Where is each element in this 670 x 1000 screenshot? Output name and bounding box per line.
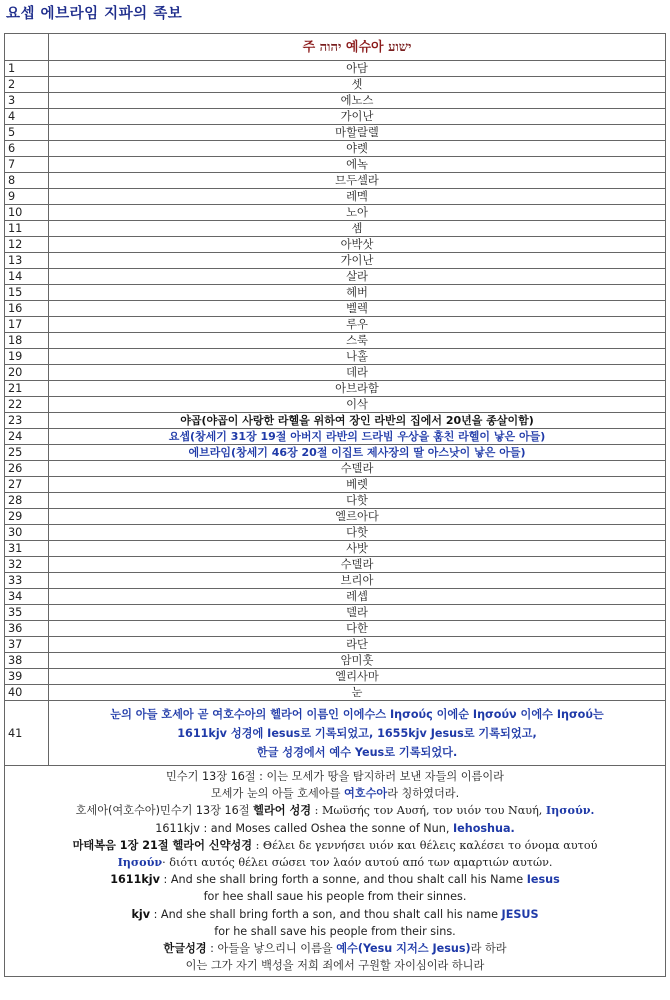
generation-name-note	[49, 701, 666, 766]
generation-name: 다핫	[49, 525, 666, 541]
notes-row	[5, 766, 666, 977]
table-row	[5, 637, 666, 653]
generation-name: 레멕	[49, 189, 666, 205]
generation-number: 29	[5, 509, 49, 525]
generation-name: 브리아	[49, 573, 666, 589]
table-row	[5, 221, 666, 237]
generation-name: 에녹	[49, 157, 666, 173]
generation-number: 13	[5, 253, 49, 269]
header-prefix: 주	[302, 39, 316, 55]
note-segment: 마태복음 1장 21절 헬라어 신약성경	[72, 838, 253, 852]
table-row	[5, 253, 666, 269]
table-row	[5, 317, 666, 333]
table-row	[5, 205, 666, 221]
note-segment: JESUS	[501, 907, 539, 921]
note-line	[7, 820, 663, 837]
generation-name: 데라	[49, 365, 666, 381]
generation-name: 이삭	[49, 397, 666, 413]
table-row	[5, 509, 666, 525]
generation-name: 수델라	[49, 461, 666, 477]
generation-number: 32	[5, 557, 49, 573]
generation-number: 1	[5, 61, 49, 77]
note-line	[7, 837, 663, 854]
generation-name: 야곱(야곱이 사랑한 라헬을 위하여 장인 라반의 집에서 20년을 종살이함)	[49, 413, 666, 429]
table-row	[5, 269, 666, 285]
generation-name: 델라	[49, 605, 666, 621]
generation-number: 27	[5, 477, 49, 493]
note-segment: kjv	[131, 907, 151, 921]
table-row	[5, 189, 666, 205]
table-row	[5, 77, 666, 93]
generation-number: 36	[5, 621, 49, 637]
note-line: 이는 그가 자기 백성을 저희 죄에서 구원할 자이심이라 하니라	[185, 959, 485, 973]
generation-number: 20	[5, 365, 49, 381]
notes-cell	[5, 766, 666, 977]
generation-number: 2	[5, 77, 49, 93]
generation-number: 30	[5, 525, 49, 541]
generation-number: 23	[5, 413, 49, 429]
table-row	[5, 589, 666, 605]
header-korean-name: 예슈아	[345, 39, 384, 55]
note-line: for he shall save his people from their sins.	[214, 924, 456, 938]
note-segment: : And she shall bring forth a son, and thou shalt call his name	[150, 907, 502, 921]
note-line	[7, 802, 663, 819]
header-hebrew-name-2: ישוע	[388, 39, 412, 55]
generation-number: 16	[5, 301, 49, 317]
note-segment: Iesus	[526, 873, 560, 887]
generation-name: 야렛	[49, 141, 666, 157]
generation-number: 12	[5, 237, 49, 253]
table-row	[5, 173, 666, 189]
generation-name: 베렛	[49, 477, 666, 493]
note-segment: 모세가 눈의 아들 호세아를	[210, 787, 344, 801]
generation-name: 엘르아다	[49, 509, 666, 525]
page-title: 요셉 에브라임 지파의 족보	[6, 6, 183, 22]
generation-name: 에브라임(창세기 46장 20절 이집트 제사장의 딸 아스낫이 낳은 아들)	[49, 445, 666, 461]
generation-name: 에노스	[49, 93, 666, 109]
note-segment: 1611kjv	[110, 873, 160, 887]
generation-name: 다한	[49, 621, 666, 637]
table-row	[5, 525, 666, 541]
note-segment: Iehoshua.	[452, 821, 515, 835]
table-row	[5, 445, 666, 461]
generation-number: 41	[5, 701, 49, 766]
generation-number: 39	[5, 669, 49, 685]
generation-number: 34	[5, 589, 49, 605]
generation-number: 6	[5, 141, 49, 157]
table-row	[5, 493, 666, 509]
generation-name: 살라	[49, 269, 666, 285]
table-row	[5, 365, 666, 381]
generation-name: 레셉	[49, 589, 666, 605]
generation-number: 21	[5, 381, 49, 397]
note-line	[7, 940, 663, 957]
generation-number: 24	[5, 429, 49, 445]
note-line: 민수기 13장 16절 : 이는 모세가 땅을 탐지하러 보낸 자들의 이름이라	[166, 770, 504, 783]
table-row	[5, 573, 666, 589]
note-segment: 1611kjv : and Moses called Oshea the sonne of Nun,	[155, 821, 453, 835]
table-row	[5, 61, 666, 77]
table-row	[5, 125, 666, 141]
generation-number: 25	[5, 445, 49, 461]
note-segment: 한글성경	[163, 942, 207, 956]
table-row	[5, 413, 666, 429]
note-segment: 호세아(여호수아)민수기 13장 16절	[75, 804, 254, 818]
note-segment: 여호수아	[343, 787, 388, 801]
generation-name: 벨렉	[49, 301, 666, 317]
note-segment: · διότι αυτός θέλει σώσει τον λαόν αυτού από των αμαρτιών αυτών.	[162, 856, 553, 870]
note-segment: Iησoύν	[117, 855, 163, 870]
note-segment: 라 하라	[470, 942, 507, 956]
header-hebrew-name: יהוה	[319, 39, 342, 55]
generation-number: 18	[5, 333, 49, 349]
generation-number: 11	[5, 221, 49, 237]
row41-line-1: 눈의 아들 호세아 곧 여호수아의 헬라어 이름인 이에수스 Iησoύς 이에순 Iησoύν 이에수 Iησoύ는	[110, 707, 604, 721]
note-segment: 예수(Yesu 지저스 Jesus)	[336, 942, 471, 956]
note-line	[7, 785, 663, 802]
table-row	[5, 109, 666, 125]
generation-number: 17	[5, 317, 49, 333]
generation-name: 라단	[49, 637, 666, 653]
row41-line-3: 한글 성경에서 예수 Yeus로 기록되었다.	[256, 745, 458, 759]
table-row	[5, 429, 666, 445]
generation-number: 22	[5, 397, 49, 413]
table-row	[5, 477, 666, 493]
generation-name: 엘리사마	[49, 669, 666, 685]
table-header-row	[5, 34, 666, 61]
note-segment: 라 칭하였더라.	[387, 787, 460, 801]
generation-number: 4	[5, 109, 49, 125]
generation-number: 15	[5, 285, 49, 301]
table-row	[5, 653, 666, 669]
table-row	[5, 557, 666, 573]
table-row	[5, 669, 666, 685]
note-segment: : Μωϋσής τον Αυσή, τον υιόν του Ναυή,	[311, 804, 546, 818]
table-row	[5, 285, 666, 301]
generation-number: 9	[5, 189, 49, 205]
generation-name: 므두셀라	[49, 173, 666, 189]
generation-name: 다핫	[49, 493, 666, 509]
generation-name: 셋	[49, 77, 666, 93]
generation-name: 사밧	[49, 541, 666, 557]
generation-number: 8	[5, 173, 49, 189]
generation-name: 나홀	[49, 349, 666, 365]
note-line	[7, 854, 663, 871]
generation-number: 33	[5, 573, 49, 589]
table-row	[5, 605, 666, 621]
generation-number: 14	[5, 269, 49, 285]
genealogy-table	[4, 33, 666, 977]
note-segment: : And she shall bring forth a sonne, and thou shalt call his Name	[159, 873, 527, 887]
generation-number: 35	[5, 605, 49, 621]
generation-name: 아담	[49, 61, 666, 77]
generation-name: 가이난	[49, 109, 666, 125]
generation-number: 3	[5, 93, 49, 109]
table-row	[5, 333, 666, 349]
table-row	[5, 237, 666, 253]
table-row	[5, 141, 666, 157]
generation-number: 40	[5, 685, 49, 701]
generation-name: 가이난	[49, 253, 666, 269]
generation-number: 37	[5, 637, 49, 653]
generation-name: 노아	[49, 205, 666, 221]
generation-name: 루우	[49, 317, 666, 333]
table-row	[5, 157, 666, 173]
generation-number: 38	[5, 653, 49, 669]
header-title-cell	[49, 34, 666, 61]
row41-line-2: 1611kjv 성경에 Iesus로 기록되었고, 1655kjv Jesus로 기록되었고,	[177, 726, 537, 740]
table-row	[5, 397, 666, 413]
note-segment: : 아들을 낳으리니 이름을	[206, 942, 337, 956]
generation-number: 5	[5, 125, 49, 141]
note-segment: 헬라어 성경	[253, 804, 312, 818]
note-line: for hee shall saue his people from their sinnes.	[203, 890, 467, 904]
note-segment: : Θέλει δε γεννήσει υιόν και θέλεις καλέσει το όνομα αυτού	[252, 838, 598, 852]
generation-number: 19	[5, 349, 49, 365]
table-row	[5, 349, 666, 365]
generation-number: 28	[5, 493, 49, 509]
table-row	[5, 621, 666, 637]
generation-number: 26	[5, 461, 49, 477]
table-row	[5, 381, 666, 397]
generation-name: 헤버	[49, 285, 666, 301]
table-row	[5, 461, 666, 477]
table-row	[5, 93, 666, 109]
note-segment: Iησoύν.	[545, 803, 595, 818]
generation-name: 수델라	[49, 557, 666, 573]
table-row	[5, 685, 666, 701]
note-line	[7, 871, 663, 888]
note-line	[7, 906, 663, 923]
generation-name: 아브라함	[49, 381, 666, 397]
generation-name: 암미훗	[49, 653, 666, 669]
generation-name: 요셉(창세기 31장 19절 아버지 라반의 드라빔 우상을 훔친 라헬이 낳은 아들)	[49, 429, 666, 445]
generation-number: 7	[5, 157, 49, 173]
generation-name: 눈	[49, 685, 666, 701]
header-number-cell	[5, 34, 49, 61]
table-row	[5, 541, 666, 557]
table-row	[5, 701, 666, 766]
generation-name: 셈	[49, 221, 666, 237]
generation-name: 스룩	[49, 333, 666, 349]
generation-number: 10	[5, 205, 49, 221]
table-row	[5, 301, 666, 317]
generation-name: 아박삿	[49, 237, 666, 253]
generation-name: 마할랄렐	[49, 125, 666, 141]
generation-number: 31	[5, 541, 49, 557]
